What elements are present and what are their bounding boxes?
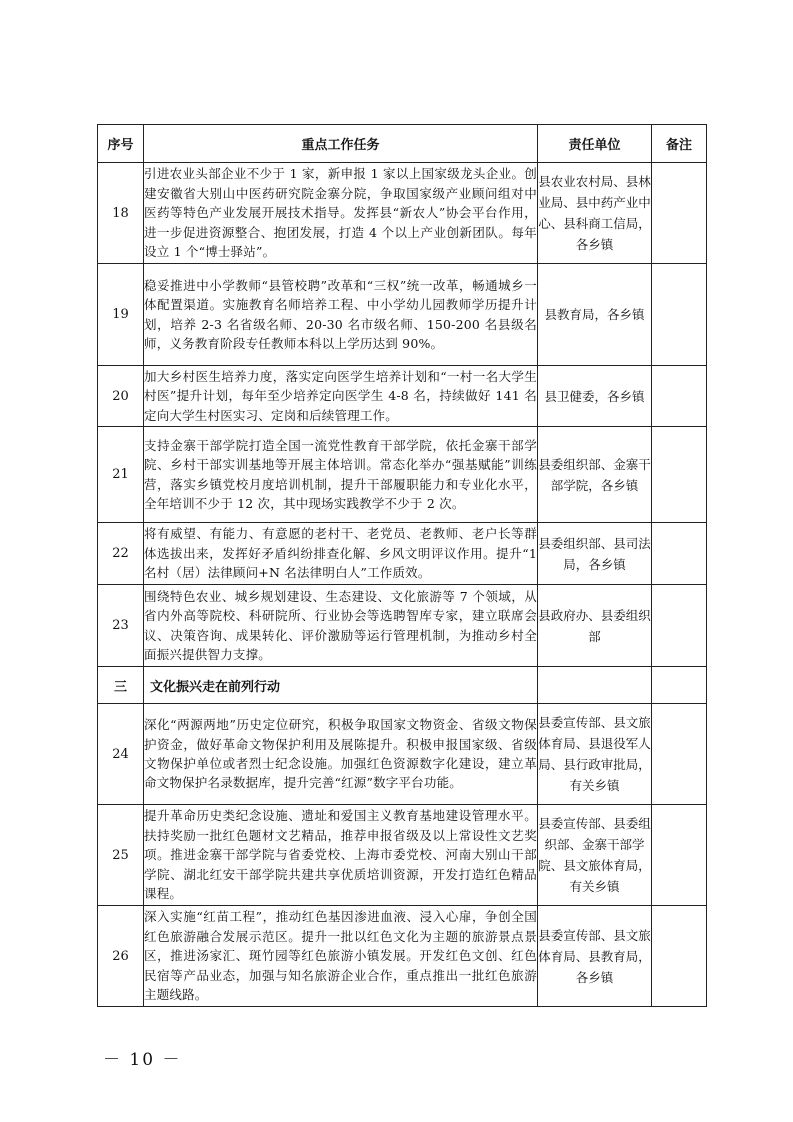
row-remark [652, 163, 707, 264]
table-row [98, 805, 707, 906]
row-number: 23 [98, 585, 144, 667]
row-unit: 县委宣传部、县文旅体育局、县教育局，各乡镇 [538, 906, 652, 1007]
row-task: 稳妥推进中小学教师“县管校聘”改革和“三权”统一改革，畅通城乡一体配置渠道。实施教育名师培养工程、中小学幼儿园教师学历提升计划，培养 2-3 名省级名师、20-30 名市级名师、150-200 名县级名师，义务教育阶段专任教师本科以上学历达到 90%。 [144, 264, 538, 366]
row-remark [652, 704, 707, 805]
row-number: 19 [98, 264, 144, 366]
section-number: 三 [98, 667, 144, 704]
section-remark-empty [652, 667, 707, 704]
task-table [97, 124, 707, 1007]
row-task: 加大乡村医生培养力度，落实定向医学生培养计划和“一村一名大学生村医”提升计划，每年至少培养定向医学生 4-8 名，持续做好 141 名定向大学生村医实习、定岗和后续管理工作。 [144, 366, 538, 427]
row-number: 20 [98, 366, 144, 427]
row-task: 围绕特色农业、城乡规划建设、生态建设、文化旅游等 7 个领域，从省内外高等院校、科研院所、行业协会等选聘智库专家，建立联席会议、决策咨询、成果转化、评价激励等运行管理机制，为推动乡村全面振兴提供智力支撑。 [144, 585, 538, 667]
row-remark [652, 805, 707, 906]
row-task: 支持金寨干部学院打造全国一流党性教育干部学院，依托金寨干部学院、乡村干部实训基地等开展主体培训。常态化举办“强基赋能”训练营，落实乡镇党校月度培训机制，提升干部履职能力和专业化水平，全年培训不少于 12 次，其中现场实践教学不少于 2 次。 [144, 427, 538, 523]
section-title: 文化振兴走在前列行动 [144, 667, 538, 704]
table-header-row [98, 125, 707, 163]
header-serial-number: 序号 [98, 125, 144, 163]
table-row [98, 264, 707, 366]
row-number: 26 [98, 906, 144, 1007]
row-remark [652, 523, 707, 585]
row-number: 21 [98, 427, 144, 523]
table-row [98, 585, 707, 667]
row-number: 24 [98, 704, 144, 805]
row-remark [652, 264, 707, 366]
row-unit: 县教育局，各乡镇 [538, 264, 652, 366]
row-unit: 县卫健委，各乡镇 [538, 366, 652, 427]
table-row [98, 704, 707, 805]
row-task: 将有威望、有能力、有意愿的老村干、老党员、老教师、老户长等群体选拔出来，发挥好矛盾纠纷排查化解、乡风文明评议作用。提升“1 名村（居）法律顾问+N 名法律明白人”工作质效。 [144, 523, 538, 585]
page-number: － 10 － [103, 1050, 182, 1070]
header-remark: 备注 [652, 125, 707, 163]
row-task: 提升革命历史类纪念设施、遗址和爱国主义教育基地建设管理水平。扶持奖励一批红色题材文艺精品，推荐申报省级及以上常设性文艺奖项。推进金寨干部学院与省委党校、上海市委党校、河南大别山干部学院、湖北红安干部学院共建共享优质培训资源，开发打造红色精品课程。 [144, 805, 538, 906]
row-remark [652, 585, 707, 667]
row-task: 深化“两源两地”历史定位研究，积极争取国家文物资金、省级文物保护资金，做好革命文物保护利用及展陈提升。积极申报国家级、省级文物保护单位或者烈士纪念设施。加强红色资源数字化建设，建立革命文物保护名录数据库，提升完善“红源”数字平台功能。 [144, 704, 538, 805]
row-unit: 县委组织部、县司法局，各乡镇 [538, 523, 652, 585]
table-row [98, 163, 707, 264]
row-unit: 县农业农村局、县林业局、县中药产业中心、县科商工信局，各乡镇 [538, 163, 652, 264]
row-remark [652, 906, 707, 1007]
row-unit: 县委宣传部、县委组织部、金寨干部学院、县文旅体育局，有关乡镇 [538, 805, 652, 906]
header-key-task: 重点工作任务 [144, 125, 538, 163]
row-number: 18 [98, 163, 144, 264]
table-row [98, 906, 707, 1007]
table-row [98, 523, 707, 585]
section-unit-empty [538, 667, 652, 704]
row-remark [652, 366, 707, 427]
row-unit: 县委组织部、金寨干部学院，各乡镇 [538, 427, 652, 523]
row-task: 引进农业头部企业不少于 1 家，新申报 1 家以上国家级龙头企业。创建安徽省大别山中医药研究院金寨分院，争取国家级产业顾问组对中医药等特色产业发展开展技术指导。发挥县“新农人”协会平台作用，进一步促进资源整合、抱团发展，打造 4 个以上产业创新团队。每年设立 1 个“博士驿站”。 [144, 163, 538, 264]
row-task: 深入实施“红苗工程”，推动红色基因渗进血液、浸入心扉，争创全国红色旅游融合发展示范区。提升一批以红色文化为主题的旅游景点景区，推进汤家汇、斑竹园等红色旅游小镇发展。开发红色文创、红色民宿等产品业态，加强与知名旅游企业合作，重点推出一批红色旅游主题线路。 [144, 906, 538, 1007]
table-row [98, 427, 707, 523]
section-row [98, 667, 707, 704]
table-row [98, 366, 707, 427]
row-unit: 县委宣传部、县文旅体育局、县退役军人局、县行政审批局，有关乡镇 [538, 704, 652, 805]
row-number: 22 [98, 523, 144, 585]
header-responsible-unit: 责任单位 [538, 125, 652, 163]
row-number: 25 [98, 805, 144, 906]
row-remark [652, 427, 707, 523]
row-unit: 县政府办、县委组织部 [538, 585, 652, 667]
